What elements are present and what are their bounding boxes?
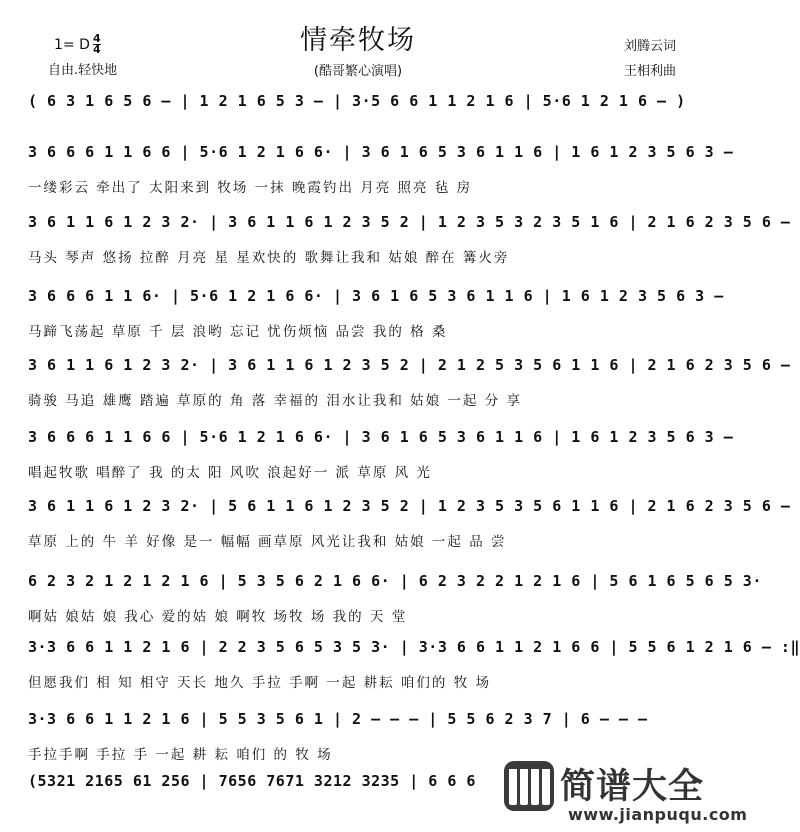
lyric-line: 唱起牧歌 唱醉了 我 的太 阳 风吹 浪起好一 派 草原 风 光 bbox=[28, 465, 432, 481]
notation-line: 3 6 1 1 6 1 2 3 2· | 3 6 1 1 6 1 2 3 5 2 | 1 2 3 5 3 2 3 5 1 6 | 2 1 6 2 3 5 6 – bbox=[28, 213, 791, 231]
lyric-line: 手拉手啊 手拉 手 一起 耕 耘 咱们 的 牧 场 bbox=[28, 747, 333, 763]
notation-line: 3 6 1 1 6 1 2 3 2· | 3 6 1 1 6 1 2 3 5 2 | 2 1 2 5 3 5 6 1 1 6 | 2 1 6 2 3 5 6 – bbox=[28, 356, 791, 374]
lyric-line: 一缕彩云 牵出了 太阳来到 牧场 一抹 晚霞钓出 月亮 照亮 毡 房 bbox=[28, 180, 473, 196]
time-signature-bottom: 4 bbox=[93, 43, 101, 56]
piano-key bbox=[542, 769, 550, 805]
piano-keys-icon bbox=[504, 761, 554, 811]
piano-key bbox=[531, 769, 539, 805]
tempo-marking: 自由.轻快地 bbox=[48, 63, 118, 78]
score-header bbox=[0, 0, 716, 88]
composer-credit: 王相利曲 bbox=[623, 64, 676, 79]
notation-line: 3 6 6 6 1 1 6 6 | 5·6 1 2 1 6 6· | 3 6 1 6 5 3 6 1 1 6 | 1 6 1 2 3 5 6 3 – bbox=[28, 143, 734, 161]
notation-line: 3·3 6 6 1 1 2 1 6 | 2 2 3 5 6 5 3 5 3· | 3·3 6 6 1 1 2 1 6 6 | 5 5 6 1 2 1 6 – :‖ bbox=[28, 638, 800, 656]
notation-line: 3·3 6 6 1 1 2 1 6 | 5 5 3 5 6 1 | 2 – – – | 5 5 6 2 3 7 | 6 – – – bbox=[28, 710, 648, 728]
song-title: 情牵牧场 bbox=[300, 25, 416, 56]
notation-line: 6 2 3 2 1 2 1 2 1 6 | 5 3 5 6 2 1 6 6· | 6 2 3 2 2 1 2 1 6 | 5 6 1 6 5 6 5 3· bbox=[28, 572, 762, 590]
piano-key bbox=[509, 769, 517, 805]
notation-line: 3 6 6 6 1 1 6· | 5·6 1 2 1 6 6· | 3 6 1 6 5 3 6 1 1 6 | 1 6 1 2 3 5 6 3 – bbox=[28, 287, 724, 305]
lyric-line: 马蹄飞荡起 草原 千 层 浪哟 忘记 忧伤烦恼 品尝 我的 格 桑 bbox=[28, 324, 448, 340]
notation-line: 3 6 1 1 6 1 2 3 2· | 5 6 1 1 6 1 2 3 5 2 | 1 2 3 5 3 5 6 1 1 6 | 2 1 6 2 3 5 6 – bbox=[28, 497, 791, 515]
lyric-line: 但愿我们 相 知 相守 天长 地久 手拉 手啊 一起 耕耘 咱们的 牧 场 bbox=[28, 675, 491, 691]
notation-line: 3 6 6 6 1 1 6 6 | 5·6 1 2 1 6 6· | 3 6 1 6 5 3 6 1 1 6 | 1 6 1 2 3 5 6 3 – bbox=[28, 428, 734, 446]
watermark-brand: 简谱大全 bbox=[560, 767, 705, 807]
lyric-line: 骑骏 马追 雄鹰 踏遍 草原的 角 落 幸福的 泪水让我和 姑娘 一起 分 享 bbox=[28, 393, 522, 409]
site-watermark bbox=[500, 755, 748, 832]
time-signature-top: 4 bbox=[93, 32, 101, 45]
key-signature bbox=[54, 34, 101, 55]
notation-line: ( 6 3 1 6 5 6 – | 1 2 1 6 5 3 – | 3·5 6 6 1 1 2 1 6 | 5·6 1 2 1 6 – ) bbox=[28, 92, 686, 110]
notation-line: (5321 2165 61 256 | 7656 7671 3212 3235 | 6 6 6 bbox=[28, 772, 476, 790]
lyric-line: 马头 琴声 悠扬 拉醉 月亮 星 星欢快的 歌舞让我和 姑娘 醉在 篝火旁 bbox=[28, 250, 510, 266]
key-label: 1= D bbox=[54, 36, 90, 53]
piano-key bbox=[520, 769, 528, 805]
lyricist-credit: 刘腾云词 bbox=[623, 39, 676, 54]
performer-note: (酷哥繁心演唱) bbox=[313, 64, 403, 79]
lyric-line: 啊姑 娘姑 娘 我心 爱的姑 娘 啊牧 场牧 场 我的 天 堂 bbox=[28, 609, 408, 625]
lyric-line: 草原 上的 牛 羊 好像 是一 幅幅 画草原 风光让我和 姑娘 一起 品 尝 bbox=[28, 534, 507, 550]
time-signature bbox=[93, 34, 101, 55]
watermark-url: www.jianpuqu.com bbox=[568, 805, 748, 824]
